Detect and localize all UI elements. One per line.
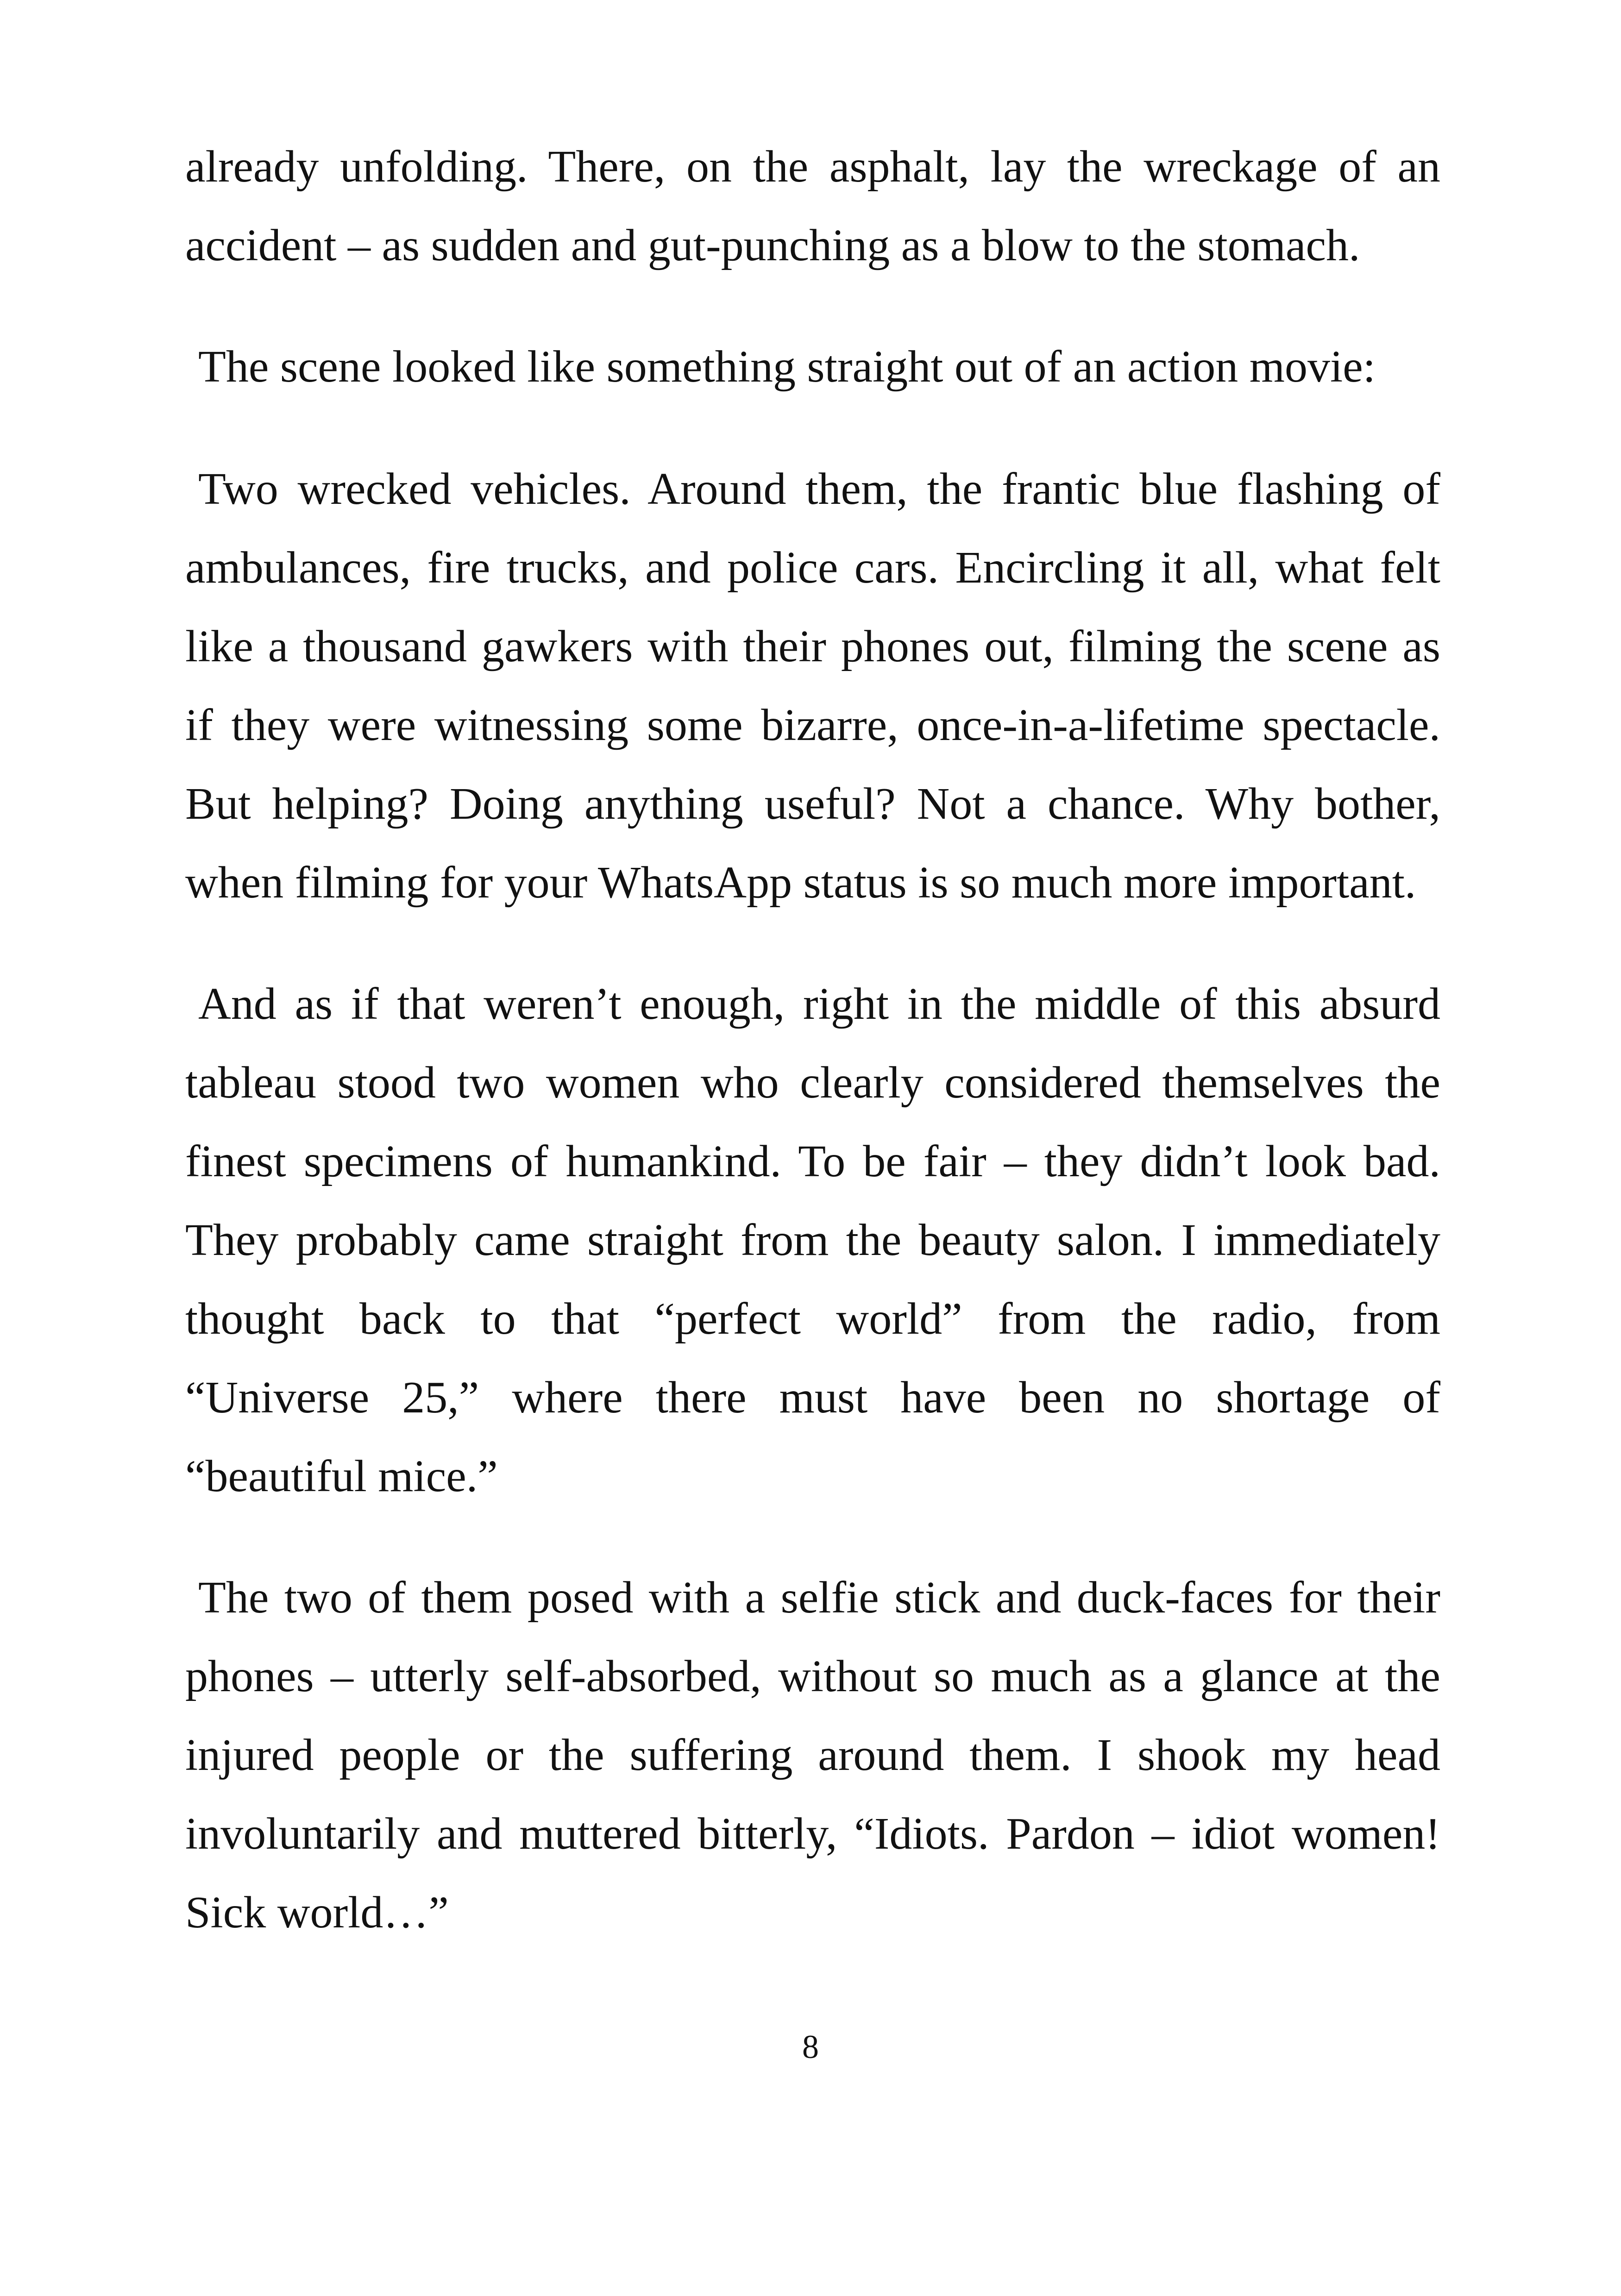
text-line: ambulances, fire trucks, and police cars. Encircling it all, what felt bbox=[185, 543, 1440, 593]
text-line: finest specimens of humankind. To be fair – they didn’t look bad. bbox=[185, 1136, 1440, 1186]
text-line: thought back to that “perfect world” from the radio, from bbox=[185, 1294, 1440, 1344]
text-line: But helping? Doing anything useful? Not a chance. Why bother, bbox=[185, 779, 1440, 829]
text-line: involuntarily and muttered bitterly, “Idiots. Pardon – idiot women! bbox=[185, 1809, 1440, 1859]
text-line: “Universe 25,” where there must have been no shortage of bbox=[185, 1373, 1440, 1423]
book-page bbox=[185, 0, 1440, 2296]
text-line: if they were witnessing some bizarre, once-in-a-lifetime spectacle. bbox=[185, 700, 1440, 750]
text-line: And as if that weren’t enough, right in the middle of this absurd bbox=[198, 979, 1440, 1029]
text-line: tableau stood two women who clearly considered themselves the bbox=[185, 1058, 1440, 1108]
text-line: Two wrecked vehicles. Around them, the frantic blue flashing of bbox=[198, 464, 1440, 514]
text-line: injured people or the suffering around them. I shook my head bbox=[185, 1730, 1440, 1780]
page-number: 8 bbox=[802, 2028, 819, 2065]
text-line: They probably came straight from the beauty salon. I immediately bbox=[185, 1215, 1440, 1265]
text-line: accident – as sudden and gut-punching as a blow to the stomach. bbox=[185, 220, 1360, 270]
text-line: “beautiful mice.” bbox=[185, 1451, 498, 1501]
text-line: like a thousand gawkers with their phones out, filming the scene as bbox=[185, 621, 1440, 671]
text-line: Sick world…” bbox=[185, 1888, 449, 1938]
text-line: already unfolding. There, on the asphalt, lay the wreckage of an bbox=[185, 142, 1440, 192]
text-line: when filming for your WhatsApp status is so much more important. bbox=[185, 858, 1416, 908]
text-line: The two of them posed with a selfie stick and duck-faces for their bbox=[198, 1573, 1440, 1623]
text-line: phones – utterly self-absorbed, without so much as a glance at the bbox=[185, 1651, 1440, 1701]
text-line: The scene looked like something straight out of an action movie: bbox=[198, 342, 1376, 392]
